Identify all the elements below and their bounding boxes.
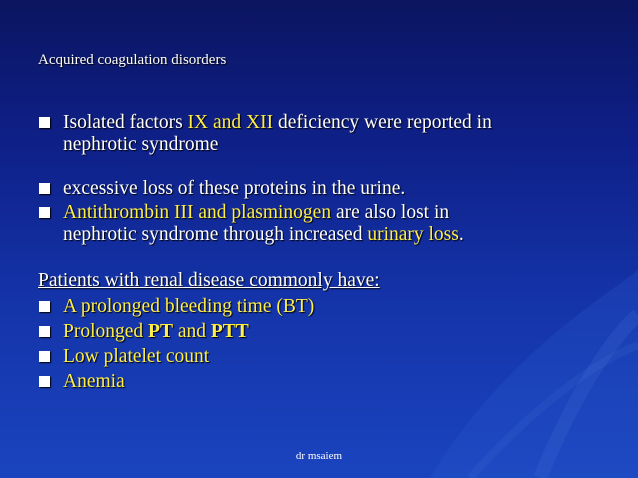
- bullet-isolated-factors: Isolated factors IX and XII deficiency were reported in nephrotic syndrome: [38, 112, 598, 156]
- section-heading: Patients with renal disease commonly have:: [38, 270, 380, 291]
- bullet-platelet-count: Low platelet count: [38, 346, 598, 368]
- bullet-pt-ptt: Prolonged PT and PTT: [38, 321, 598, 343]
- footer-author: dr msaiem: [295, 450, 343, 462]
- square-bullet-icon: [39, 376, 50, 387]
- square-bullet-icon: [39, 117, 50, 128]
- bullet-anemia: Anemia: [38, 371, 598, 393]
- square-bullet-icon: [39, 326, 50, 337]
- slide-title: Acquired coagulation disorders: [38, 52, 227, 68]
- bullet-bleeding-time: A prolonged bleeding time (BT): [38, 296, 598, 318]
- bullet-excessive-loss: excessive loss of these proteins in the urine.: [38, 178, 598, 200]
- square-bullet-icon: [39, 351, 50, 362]
- slide-body: [38, 112, 598, 393]
- square-bullet-icon: [39, 207, 50, 218]
- square-bullet-icon: [39, 301, 50, 312]
- bullet-antithrombin: Antithrombin III and plasminogen are also lost in nephrotic syndrome through increased urinary loss.: [38, 202, 598, 246]
- square-bullet-icon: [39, 183, 50, 194]
